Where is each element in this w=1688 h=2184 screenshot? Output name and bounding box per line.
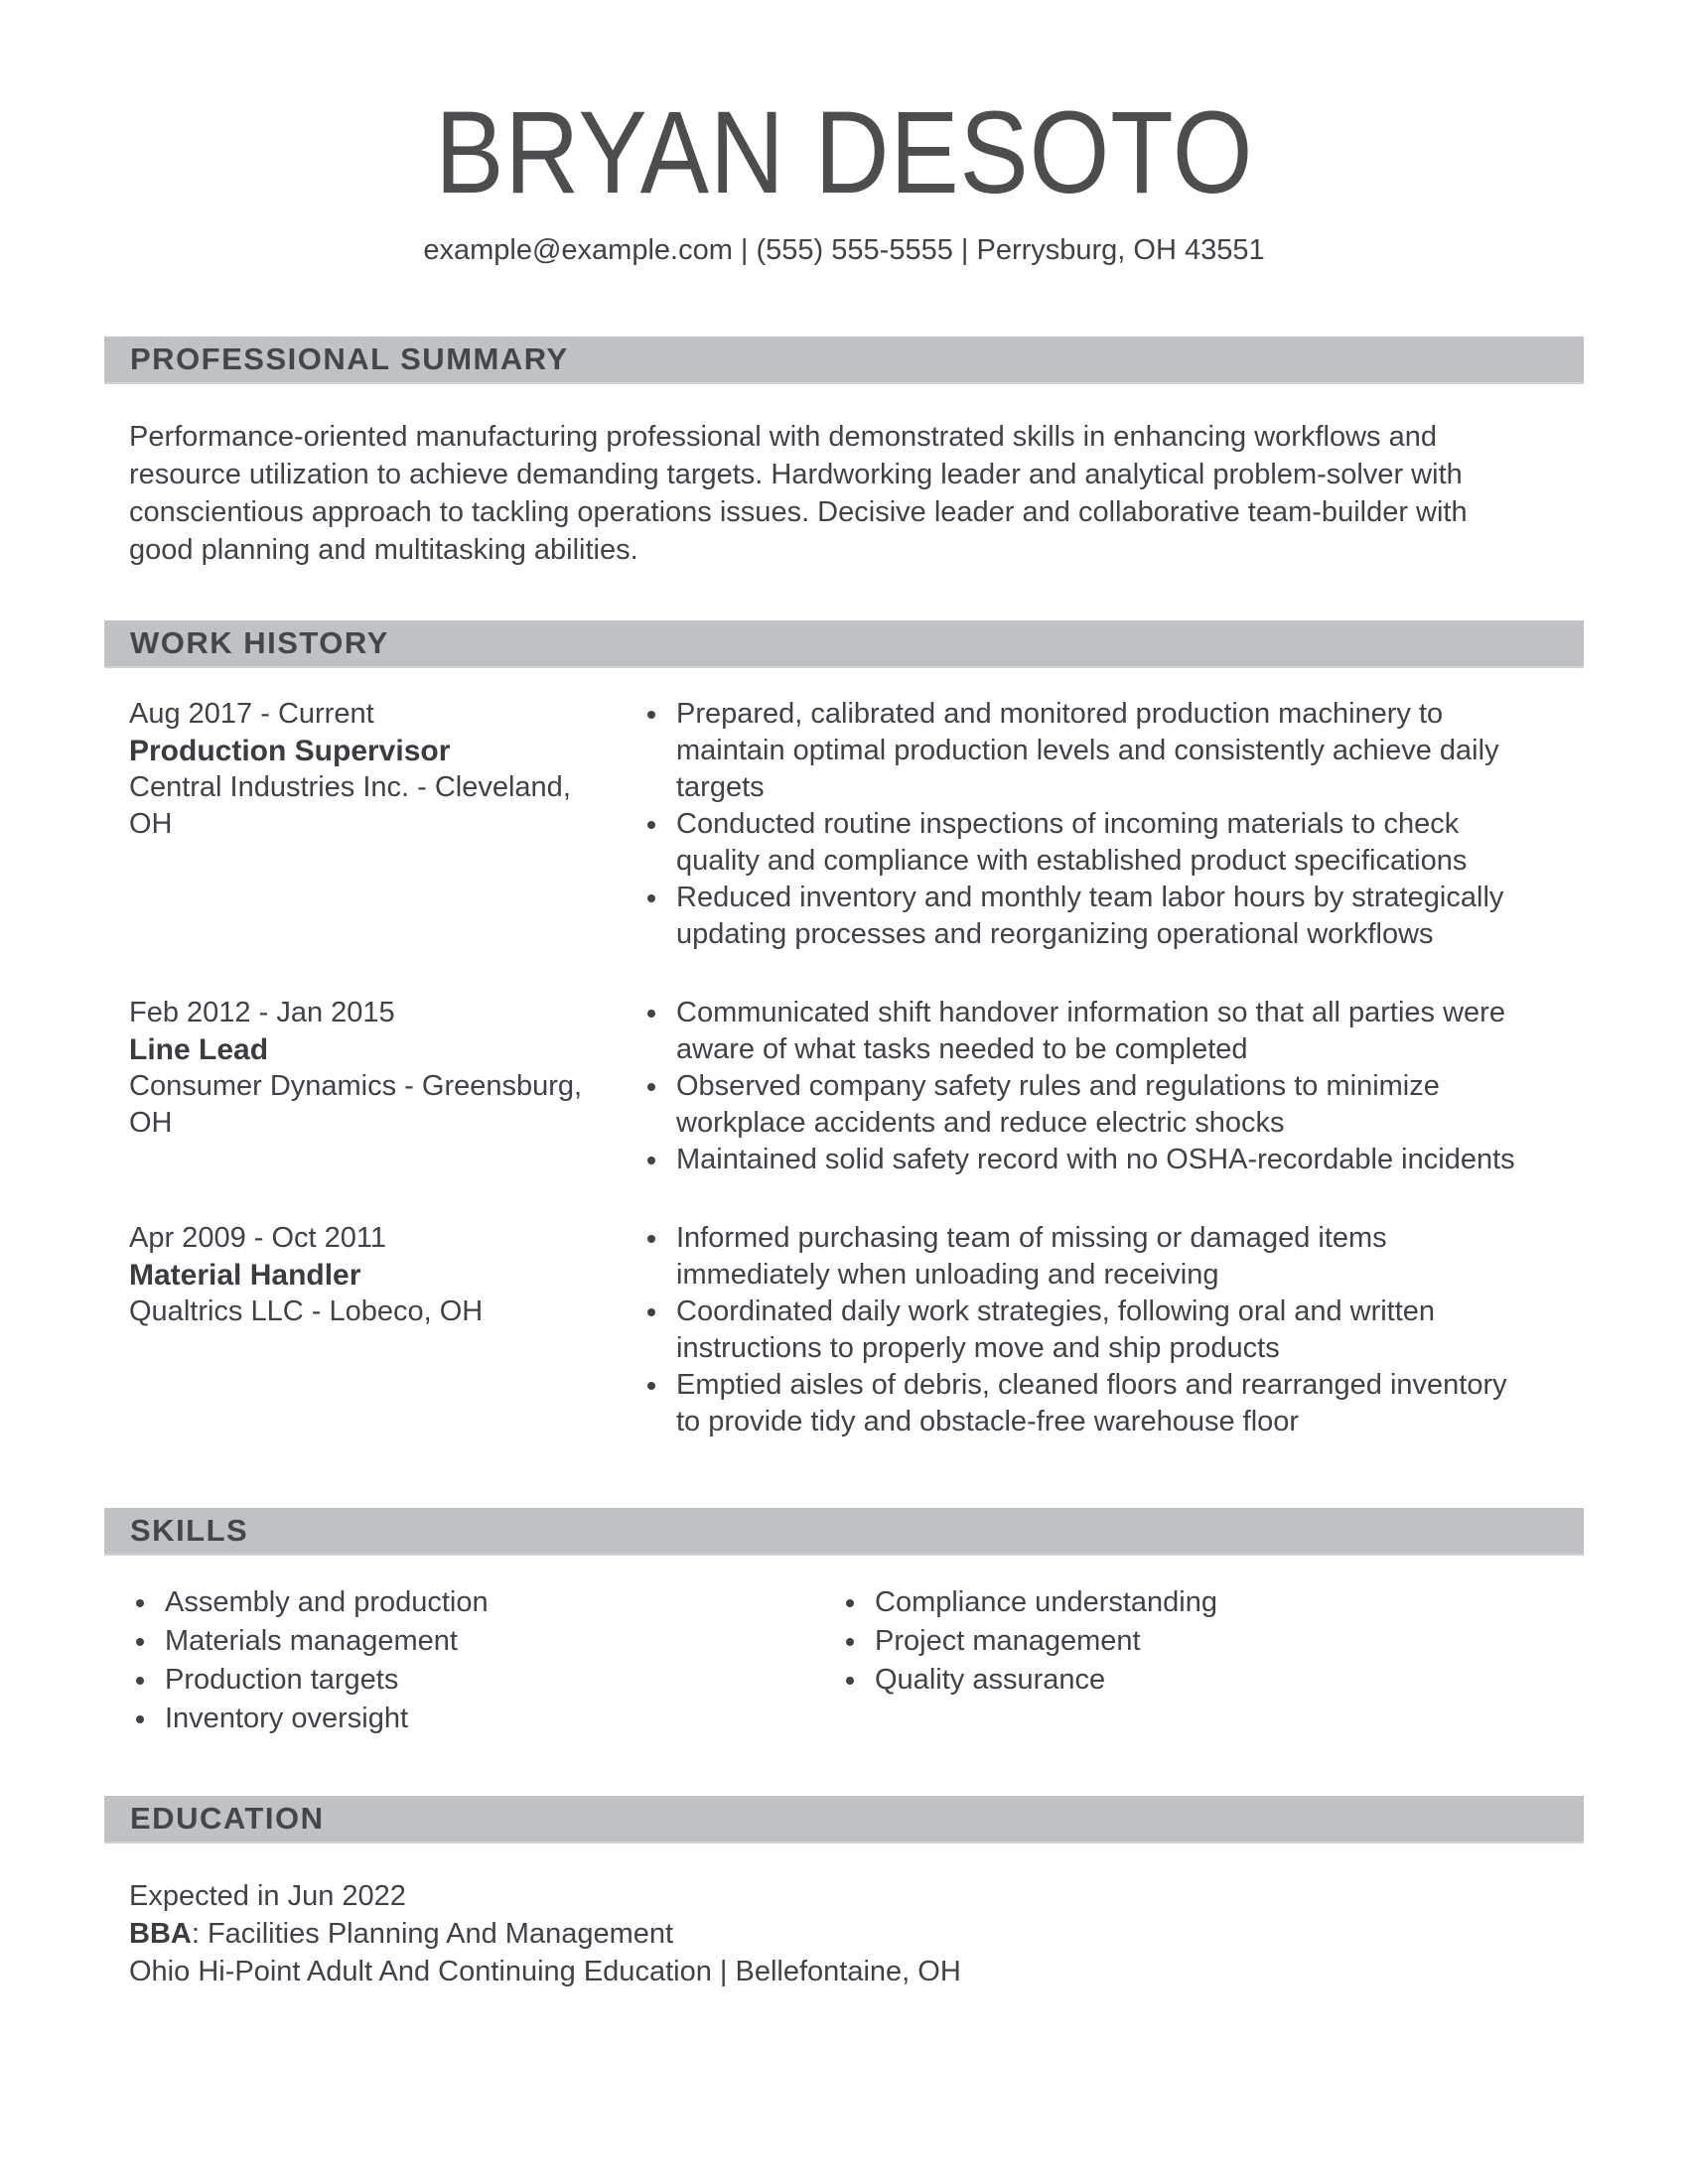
- job-company: Qualtrics LLC - Lobeco, OH: [129, 1296, 484, 1327]
- work-history-section: [104, 696, 1584, 1440]
- skills-section: [104, 1583, 1584, 1738]
- degree-abbreviation: BBA: [129, 1918, 192, 1950]
- skill-item: • Assembly and production: [159, 1583, 839, 1622]
- skills-column-right: [839, 1583, 1559, 1738]
- skill-item: • Inventory oversight: [159, 1700, 839, 1738]
- section-title: PROFESSIONAL SUMMARY: [130, 341, 569, 376]
- job-dates: Feb 2012 - Jan 2015: [129, 997, 395, 1028]
- job-dates: Apr 2009 - Oct 2011: [129, 1222, 387, 1254]
- job-bullet: • Emptied aisles of debris, cleaned floors and rearranged inventory to provide tidy and obstacle-free warehouse floor: [670, 1367, 1520, 1440]
- job-entry: [129, 1220, 1559, 1440]
- professional-summary-section: [104, 418, 1584, 569]
- section-header-education: [104, 1796, 1584, 1842]
- job-bullet: • Informed purchasing team of missing or damaged items immediately when unloading and receiving: [670, 1220, 1520, 1294]
- section-title: SKILLS: [130, 1513, 249, 1548]
- job-meta: [129, 1220, 606, 1440]
- job-title: Material Handler: [129, 1259, 361, 1292]
- skill-item: • Project management: [869, 1622, 1559, 1661]
- skill-item: • Materials management: [159, 1622, 839, 1661]
- education-school-line: Ohio Hi-Point Adult And Continuing Education | Bellefontaine, OH: [129, 1956, 961, 1987]
- job-bullet: • Reduced inventory and monthly team labor hours by strategically updating processes and reorganizing operational workflows: [670, 880, 1520, 953]
- skill-item: • Quality assurance: [869, 1661, 1559, 1700]
- job-bullet-list: [640, 995, 1559, 1178]
- job-bullet: • Coordinated daily work strategies, following oral and written instructions to properly move and ship products: [670, 1294, 1520, 1367]
- job-bullet: • Observed company safety rules and regulations to minimize workplace accidents and reduce electric shocks: [670, 1068, 1520, 1142]
- summary-paragraph: Performance-oriented manufacturing professional with demonstrated skills in enhancing workflows and resource utilization to achieve demanding targets. Hardworking leader and analytical problem-solver with conscientious approach to tackling operations issues. Decisive leader and collaborative team-builder with good planning and multitasking abilities.: [129, 421, 1468, 566]
- section-header-work-history: [104, 620, 1584, 666]
- skill-item: • Production targets: [159, 1661, 839, 1700]
- job-entry: [129, 696, 1559, 953]
- section-title: EDUCATION: [130, 1801, 325, 1836]
- job-title: Line Lead: [129, 1033, 269, 1066]
- skills-column-left: [129, 1583, 839, 1738]
- skill-item: • Compliance understanding: [869, 1583, 1559, 1622]
- resume-header: [104, 0, 1584, 267]
- degree-field: : Facilities Planning And Management: [191, 1918, 674, 1950]
- job-company: Central Industries Inc. - Cleveland, OH: [129, 771, 571, 840]
- job-dates: Aug 2017 - Current: [129, 698, 374, 730]
- contact-info: example@example.com | (555) 555-5555 | Perrysburg, OH 43551: [423, 234, 1265, 266]
- section-header-professional-summary: [104, 337, 1584, 382]
- job-meta: [129, 995, 606, 1178]
- education-degree-line: [129, 1915, 1559, 1953]
- job-bullet-list: [640, 696, 1559, 953]
- section-header-skills: [104, 1508, 1584, 1554]
- candidate-name: [104, 87, 1584, 218]
- education-expected-date: Expected in Jun 2022: [129, 1880, 406, 1912]
- candidate-name-text: BRYAN DESOTO: [434, 87, 1254, 218]
- education-section: [104, 1877, 1584, 1990]
- job-bullet: • Conducted routine inspections of incoming materials to check quality and compliance with established product specifications: [670, 806, 1520, 880]
- section-title: WORK HISTORY: [130, 625, 389, 660]
- job-company: Consumer Dynamics - Greensburg, OH: [129, 1070, 583, 1139]
- job-bullet-list: [640, 1220, 1559, 1440]
- job-bullet: • Prepared, calibrated and monitored production machinery to maintain optimal production levels and consistently achieve daily targets: [670, 696, 1520, 806]
- job-bullet: • Communicated shift handover information so that all parties were aware of what tasks needed to be completed: [670, 995, 1520, 1068]
- job-title: Production Supervisor: [129, 735, 451, 767]
- job-entry: [129, 995, 1559, 1178]
- job-bullet: • Maintained solid safety record with no OSHA-recordable incidents: [670, 1142, 1520, 1178]
- job-meta: [129, 696, 606, 953]
